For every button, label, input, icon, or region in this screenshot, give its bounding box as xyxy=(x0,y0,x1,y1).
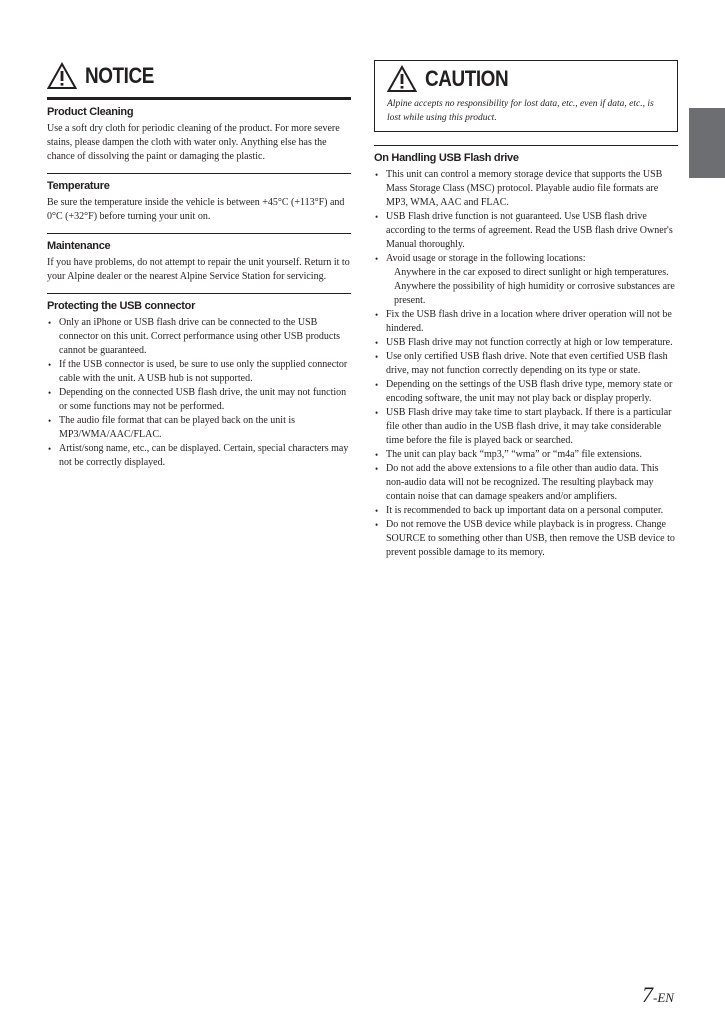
caution-heading: CAUTION xyxy=(425,66,509,91)
usb-flash-section xyxy=(374,145,678,560)
bullet-list xyxy=(47,316,351,470)
notice-column xyxy=(47,58,351,470)
warning-icon xyxy=(387,65,417,93)
temperature-section xyxy=(47,173,351,224)
section-tab-marker xyxy=(689,108,725,178)
section-body: If you have problems, do not attempt to repair the unit yourself. Return it to your Alpine dealer or the nearest Alpine Service Station for servicing. xyxy=(47,257,350,282)
product-cleaning-section xyxy=(47,100,351,164)
list-item: • USB Flash drive function is not guaranteed. Use USB flash drive according to the terms of agreement. Read the USB flash drive Owner's Manual thoroughly. xyxy=(374,210,678,252)
usb-connector-section xyxy=(47,293,351,470)
list-item: • Fix the USB flash drive in a location where driver operation will not be hindered. xyxy=(374,308,678,336)
section-title: Protecting the USB connector xyxy=(47,300,196,312)
section-title: Temperature xyxy=(47,180,110,192)
bullet-list xyxy=(374,168,678,560)
sub-item: Anywhere in the car exposed to direct sunlight or high temperatures. xyxy=(394,267,669,278)
list-item: • USB Flash drive may not function correctly at high or low temperature. xyxy=(374,336,678,350)
section-title: Maintenance xyxy=(47,240,111,252)
list-item: • Only an iPhone or USB flash drive can be connected to the USB connector on this unit. Correct performance using other USB products cannot be guaranteed. xyxy=(47,316,351,358)
notice-heading: NOTICE xyxy=(85,63,154,88)
list-item: • This unit can control a memory storage device that supports the USB Mass Storage Class (MSC) protocol. Playable audio file formats are MP3, WMA, AAC and FLAC. xyxy=(374,168,678,210)
list-item: • It is recommended to back up important data on a personal computer. xyxy=(374,504,678,518)
warning-icon xyxy=(47,62,77,90)
list-item: • Depending on the connected USB flash drive, the unit may not function or some functions may not be performed. xyxy=(47,386,351,414)
maintenance-section xyxy=(47,233,351,284)
caution-text: Alpine accepts no responsibility for lost data, etc., even if data, etc., is lost while using this product. xyxy=(387,99,654,123)
list-item: • The audio file format that can be played back on the unit is MP3/WMA/AAC/FLAC. xyxy=(47,414,351,442)
list-item: • If the USB connector is used, be sure to use only the supplied connector cable with the unit. A USB hub is not supported. xyxy=(47,358,351,386)
list-item: • USB Flash drive may take time to start playback. If there is a particular file other than audio in the USB flash drive, it may take considerable time before the file is played back or searched. xyxy=(374,406,678,448)
caution-column xyxy=(374,58,678,560)
list-item: • Use only certified USB flash drive. Note that even certified USB flash drive, may not function correctly depending on its type or state. xyxy=(374,350,678,378)
list-item: • The unit can play back “mp3,” “wma” or “m4a” file extensions. xyxy=(374,448,678,462)
section-title: Product Cleaning xyxy=(47,106,134,118)
caution-header xyxy=(387,61,667,97)
list-item xyxy=(374,252,678,308)
list-item: • Do not remove the USB device while playback is in progress. Change SOURCE to something other than USB, then remove the USB device to prevent possible damage to its memory. xyxy=(374,518,678,560)
section-body: Use a soft dry cloth for periodic cleaning of the product. For more severe stains, please dampen the cloth with water only. Anything else has the chance of dissolving the paint or damaging the plastic. xyxy=(47,123,340,162)
page-number xyxy=(642,982,674,1008)
caution-box xyxy=(374,60,678,132)
page-number-value: 7 xyxy=(642,982,653,1007)
list-item: • Do not add the above extensions to a file other than audio data. This non-audio data will not be recognized. The resulting playback may contain noise that can damage speakers and/or amplifiers. xyxy=(374,462,678,504)
list-item-text: Avoid usage or storage in the following locations: xyxy=(386,253,586,264)
sub-item: Anywhere the possibility of high humidity or corrosive substances are present. xyxy=(394,281,675,306)
notice-header xyxy=(47,58,351,94)
list-item: • Depending on the settings of the USB flash drive type, memory state or encoding software, the unit may not play back or display properly. xyxy=(374,378,678,406)
section-title: On Handling USB Flash drive xyxy=(374,152,519,164)
list-item: • Artist/song name, etc., can be displayed. Certain, special characters may not be correctly displayed. xyxy=(47,442,351,470)
page-suffix: -EN xyxy=(653,990,674,1005)
section-body: Be sure the temperature inside the vehicle is between +45°C (+113°F) and 0°C (+32°F) before turning your unit on. xyxy=(47,197,345,222)
